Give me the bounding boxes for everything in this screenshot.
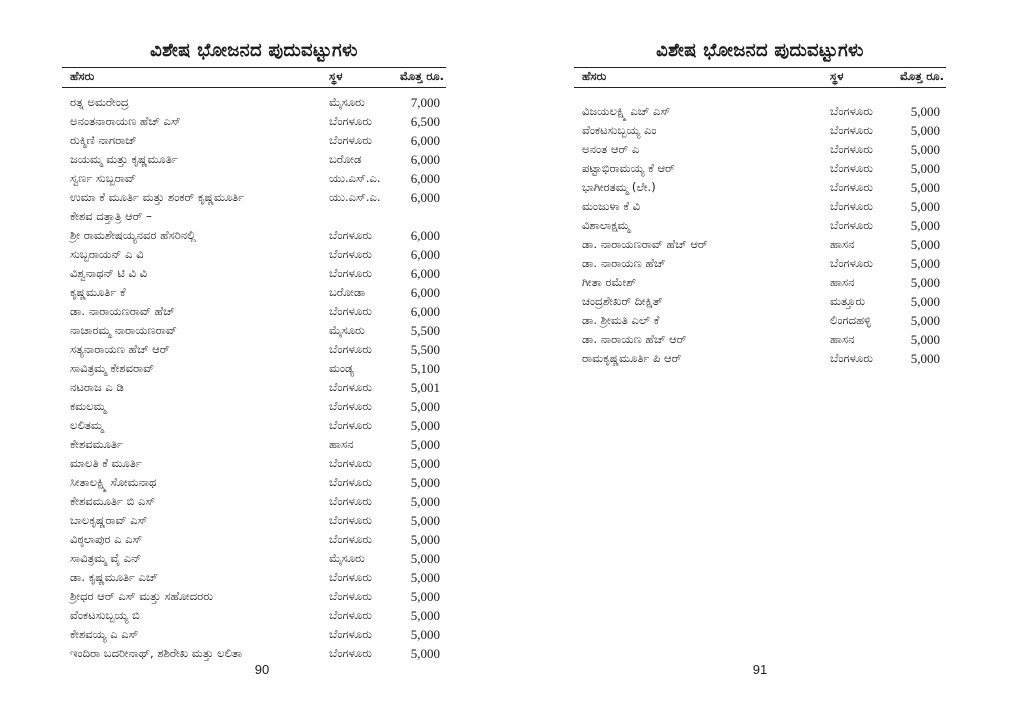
donor-amount: 5,000 [910,180,940,195]
table-row [62,302,446,321]
table-row [574,140,946,159]
donor-amount: 5,000 [910,237,940,252]
donor-name: ಅನಂತನಾರಾಯಣ ಹೆಚ್ ಎಸ್ [70,114,181,128]
donor-amount: 5,000 [410,589,440,604]
table-row [574,159,946,178]
donor-amount: 5,001 [410,380,440,395]
donor-name: ಕೇಶವ ದತ್ತಾತ್ರಿ ಆರ್ – [70,209,152,223]
donor-name: ಶ್ರೀ ರಾಮಶೇಷಯ್ಯನವರ ಹೆಸರಿನಲ್ಲಿ [70,228,196,242]
donor-name: ಡಾ. ನಾರಾಯಣರಾವ್ ಹೆಚ್ [70,304,175,318]
table-row [62,606,446,625]
donor-place: ಬೆಂಗಳೂರು [329,418,372,432]
donor-name: ಶ್ರೀಧರ ಆರ್ ಎಸ್ ಮತ್ತು ಸಹೋದರರು [70,589,213,603]
donor-amount: 6,000 [410,266,440,281]
donor-amount: 5,000 [910,218,940,233]
donor-place: ಮೈಸೂರು [329,551,365,565]
donor-place: ಬೆಂಗಳೂರು [830,199,873,213]
donor-name: ಪಟ್ಟಾಭಿರಾಮಯ್ಯ ಕೆ ಆರ್ [582,161,675,175]
donor-amount: 5,500 [410,323,440,338]
donor-amount: 5,000 [410,513,440,528]
donor-place: ಬೆಂಗಳೂರು [329,475,372,489]
donor-name: ಸಾವಿತ್ರಮ್ಮ ಕೇಶವರಾವ್ [70,361,155,375]
table-row [62,511,446,530]
donor-amount: 6,500 [410,114,440,129]
donor-place: ಬೆಂಗಳೂರು [329,266,372,280]
donor-place: ಬೆಂಗಳೂರು [329,247,372,261]
donor-amount: 6,000 [410,171,440,186]
donor-name: ಡಾ. ನಾರಾಯಣ ಹೆಚ್ [582,256,666,270]
donor-amount: 5,000 [910,123,940,138]
table-row [62,169,446,188]
table-row [62,378,446,397]
donor-name: ಲಲಿತಮ್ಮ [70,418,104,432]
page-title: ವಿಶೇಷ ಭೋಜನದ ಪುದುವಟ್ಟುಗಳು [656,40,864,61]
table-row [62,397,446,416]
table-row [574,121,946,140]
donor-place: ಬರೋಡ [329,152,362,166]
donor-amount: 5,000 [910,142,940,157]
donor-amount: 7,000 [410,95,440,110]
table-row [62,188,446,207]
donor-name: ವಿಶ್ವನಾಥನ್ ಟಿ ವಿ ವಿ [70,266,148,280]
table-row [62,454,446,473]
table-header [574,69,946,86]
table-row [574,273,946,292]
donor-name: ಕೇಶವಮೂರ್ತಿ ಬಿ ಎಸ್ [70,494,156,508]
donor-place: ಬೆಂಗಳೂರು [830,142,873,156]
table-row [574,102,946,121]
table-row [574,254,946,273]
donor-amount: 6,000 [410,133,440,148]
donor-name: ರತ್ನ ಅಮರೇಂದ್ರ [70,95,129,109]
table-row [574,178,946,197]
donor-place: ಬೆಂಗಳೂರು [329,532,372,546]
table-row [62,340,446,359]
table-row [62,112,446,131]
donor-place: ಬೆಂಗಳೂರು [329,133,372,147]
donor-amount: 5,000 [910,351,940,366]
donor-amount: 5,000 [910,294,940,309]
page-number: 90 [254,662,270,677]
donor-name: ಡಾ. ಕೃಷ್ಣಮೂರ್ತಿ ಎಚ್ [70,570,158,584]
donor-name: ಕೇಶವಮೂರ್ತಿ [70,437,123,451]
donor-place: ಯು.ಎಸ್.ಎ. [329,190,381,204]
donor-amount: 6,000 [410,190,440,205]
donor-name: ರುಕ್ಮಿಣಿ ನಾಗರಾಜ್ [70,133,137,147]
right-page [574,0,946,724]
donor-name: ಸತ್ಯನಾರಾಯಣ ಹೆಚ್ ಆರ್ [70,342,170,356]
donor-amount: 5,000 [410,532,440,547]
donor-name: ಮಂಜುಳಾ ಕೆ ವಿ [582,199,641,213]
donor-amount: 5,000 [410,399,440,414]
donor-amount: 5,000 [410,437,440,452]
donor-place: ಬೆಂಗಳೂರು [830,104,873,118]
header-amount: ಮೊತ್ತ ರೂ. [899,69,944,83]
header-name: ಹೆಸರು [70,69,95,83]
donor-place: ಬೆಂಗಳೂರು [830,256,873,270]
donor-place: ಬೆಂಗಳೂರು [830,351,873,365]
donor-name: ವೆಂಕಟಸುಬ್ಬಯ್ಯ ಎಂ [582,123,657,137]
donor-amount: 5,000 [410,608,440,623]
table-row [62,264,446,283]
donor-amount: 5,000 [910,199,940,214]
donor-amount: 5,000 [910,275,940,290]
table-row [574,311,946,330]
table-row [62,359,446,378]
donor-amount: 5,000 [410,570,440,585]
donor-name: ಸಾವಿತ್ರಮ್ಮ ವೈ ಎನ್ [70,551,142,565]
table-row [62,226,446,245]
header-place: ಸ್ಥಳ [830,69,844,83]
donor-place: ಮೈಸೂರು [329,323,365,337]
table-row [574,216,946,235]
table-row [62,150,446,169]
table-row [62,416,446,435]
table-row [62,131,446,150]
table-row [62,492,446,511]
header-place: ಸ್ಥಳ [329,69,343,83]
donor-place: ಬೆಂಗಳೂರು [329,114,372,128]
donor-name: ವಿಠ್ಠಲಾಪುರ ಎ ಎಸ್ [70,532,143,546]
donor-name: ಚಂದ್ರಶೇಖರ್ ದೀಕ್ಷಿತ್ [582,294,663,308]
donor-place: ಬೆಂಗಳೂರು [830,161,873,175]
donor-name: ಕೃಷ್ಣಮೂರ್ತಿ ಕೆ [70,285,126,299]
table-row [574,330,946,349]
donor-amount: 6,000 [410,304,440,319]
donor-name: ಗೀತಾ ರಮೇಶ್ [582,275,637,289]
donor-name: ಡಾ. ನಾರಾಯಣ ಹೆಚ್ ಆರ್ [582,332,687,346]
table-row [62,245,446,264]
donor-name: ಅನಂತ ಆರ್ ಎ [582,142,640,156]
table-row [62,93,446,112]
donor-amount: 5,100 [410,361,440,376]
header-rule [62,87,446,88]
donor-place: ಬೆಂಗಳೂರು [830,180,873,194]
donor-place: ಬೆಂಗಳೂರು [329,342,372,356]
left-page [62,0,446,724]
table-header [62,69,446,86]
donor-place: ಬೆಂಗಳೂರು [329,570,372,584]
donor-amount: 5,000 [410,551,440,566]
donor-place: ಬೆಂಗಳೂರು [329,494,372,508]
donor-place: ಯು.ಎಸ್.ಎ. [329,171,381,185]
donor-amount: 5,000 [910,332,940,347]
table-row [62,321,446,340]
donor-place: ಬೆಂಗಳೂರು [329,456,372,470]
table-row [62,549,446,568]
donor-name: ಬಾಲಕೃಷ್ಣರಾವ್ ಎಸ್ [70,513,148,527]
donor-amount: 5,500 [410,342,440,357]
donor-table [574,102,946,368]
donor-name: ರಾಮಕೃಷ್ಣಮೂರ್ತಿ ಪಿ ಆರ್ [582,351,682,365]
donor-name: ಸ್ವರ್ಣ ಸುಬ್ಬರಾವ್ [70,171,137,185]
table-row [574,197,946,216]
top-rule [574,67,946,68]
donor-place: ಬೆಂಗಳೂರು [329,608,372,622]
donor-place: ಮತ್ತೂರು [830,294,866,308]
table-row [62,435,446,454]
donor-amount: 5,000 [410,475,440,490]
donor-name: ಕೇಶವಯ್ಯ ಎ ಎಸ್ [70,627,139,641]
donor-place: ಹಾಸನ [830,237,855,251]
donor-name: ಸುಬ್ಬರಾಯನ್ ಎ ವಿ [70,247,144,261]
table-row [62,625,446,644]
page-title: ವಿಶೇಷ ಭೋಜನದ ಪುದುವಟ್ಟುಗಳು [150,40,358,61]
donor-amount: 5,000 [910,104,940,119]
donor-amount: 5,000 [410,418,440,433]
donor-name: ಮಾಲತಿ ಕೆ ಮೂರ್ತಿ [70,456,142,470]
donor-amount: 6,000 [410,247,440,262]
donor-amount: 6,000 [410,228,440,243]
donor-amount: 6,000 [410,285,440,300]
header-amount: ಮೊತ್ತ ರೂ. [399,69,444,83]
donor-place: ಹಾಸನ [830,275,855,289]
donor-name: ಉಮಾ ಕೆ ಮೂರ್ತಿ ಮತ್ತು ಶಂಕರ್ ಕೃಷ್ಣಮೂರ್ತಿ [70,190,245,204]
donor-name: ಜಯಮ್ಮ ಮತ್ತು ಕೃಷ್ಣಮೂರ್ತಿ [70,152,178,166]
table-row [62,587,446,606]
donor-place: ಲಿಂಗದಹಳ್ಳಿ [830,313,872,327]
donor-place: ಬೆಂಗಳೂರು [329,304,372,318]
table-row [62,568,446,587]
donor-amount: 5,000 [410,646,440,661]
table-row [574,235,946,254]
donor-name: ಇಂದಿರಾ ಬದರೀನಾಥ್, ಶಶಿರೇಖ ಮತ್ತು ಲಲಿತಾ [70,646,243,660]
donor-name: ಡಾ. ಶ್ರೀಮತಿ ಎಲ್ ಕೆ [582,313,660,327]
donor-place: ಬೆಂಗಳೂರು [329,399,372,413]
donor-name: ಕಮಲಮ್ಮ [70,399,107,413]
donor-amount: 5,000 [410,494,440,509]
page-number: 91 [752,662,768,677]
donor-amount: 5,000 [910,313,940,328]
donor-place: ಬರೋಡಾ [329,285,366,299]
donor-name: ಸೀತಾಲಕ್ಷ್ಮಿ ಸೋಮನಾಥ [70,475,157,489]
table-row [62,207,446,226]
donor-place: ಮಂಡ್ಯ [329,361,354,375]
donor-name: ನಾಚಾರಮ್ಮ ನಾರಾಯಣರಾವ್ [70,323,177,337]
table-row [62,530,446,549]
donor-place: ಹಾಸನ [329,437,354,451]
donor-name: ವಿಶಾಲಾಕ್ಷಮ್ಮ [582,218,631,232]
table-row [62,283,446,302]
table-row [62,473,446,492]
donor-amount: 5,000 [910,161,940,176]
donor-name: ವೆಂಕಟಸುಬ್ಬಯ್ಯ ಬಿ [70,608,140,622]
table-row [574,349,946,368]
donor-place: ಬೆಂಗಳೂರು [329,380,372,394]
donor-place: ಬೆಂಗಳೂರು [830,218,873,232]
donor-table [62,93,446,663]
donor-amount: 5,000 [410,456,440,471]
donor-place: ಬೆಂಗಳೂರು [830,123,873,137]
donor-name: ಭಾಗೀರತಮ್ಮ (ಲೇ.) [582,180,656,194]
donor-place: ಬೆಂಗಳೂರು [329,627,372,641]
donor-place: ಹಾಸನ [830,332,855,346]
donor-name: ನಟರಾಜ ಎ ಡಿ [70,380,124,394]
header-name: ಹೆಸರು [582,69,607,83]
table-row [62,644,446,663]
header-rule [574,87,946,88]
donor-name: ವಿಜಯಲಕ್ಷ್ಮಿ ಎಚ್ ಎಸ್ [582,104,671,118]
donor-place: ಬೆಂಗಳೂರು [329,513,372,527]
donor-amount: 5,000 [410,627,440,642]
donor-name: ಡಾ. ನಾರಾಯಣರಾವ್ ಹೆಚ್ ಆರ್ [582,237,708,251]
donor-place: ಬೆಂಗಳೂರು [329,228,372,242]
donor-amount: 5,000 [910,256,940,271]
donor-place: ಬೆಂಗಳೂರು [329,589,372,603]
top-rule [62,67,446,68]
table-row [574,292,946,311]
donor-amount: 6,000 [410,152,440,167]
donor-place: ಬೆಂಗಳೂರು [329,646,372,660]
donor-place: ಮೈಸೂರು [329,95,365,109]
